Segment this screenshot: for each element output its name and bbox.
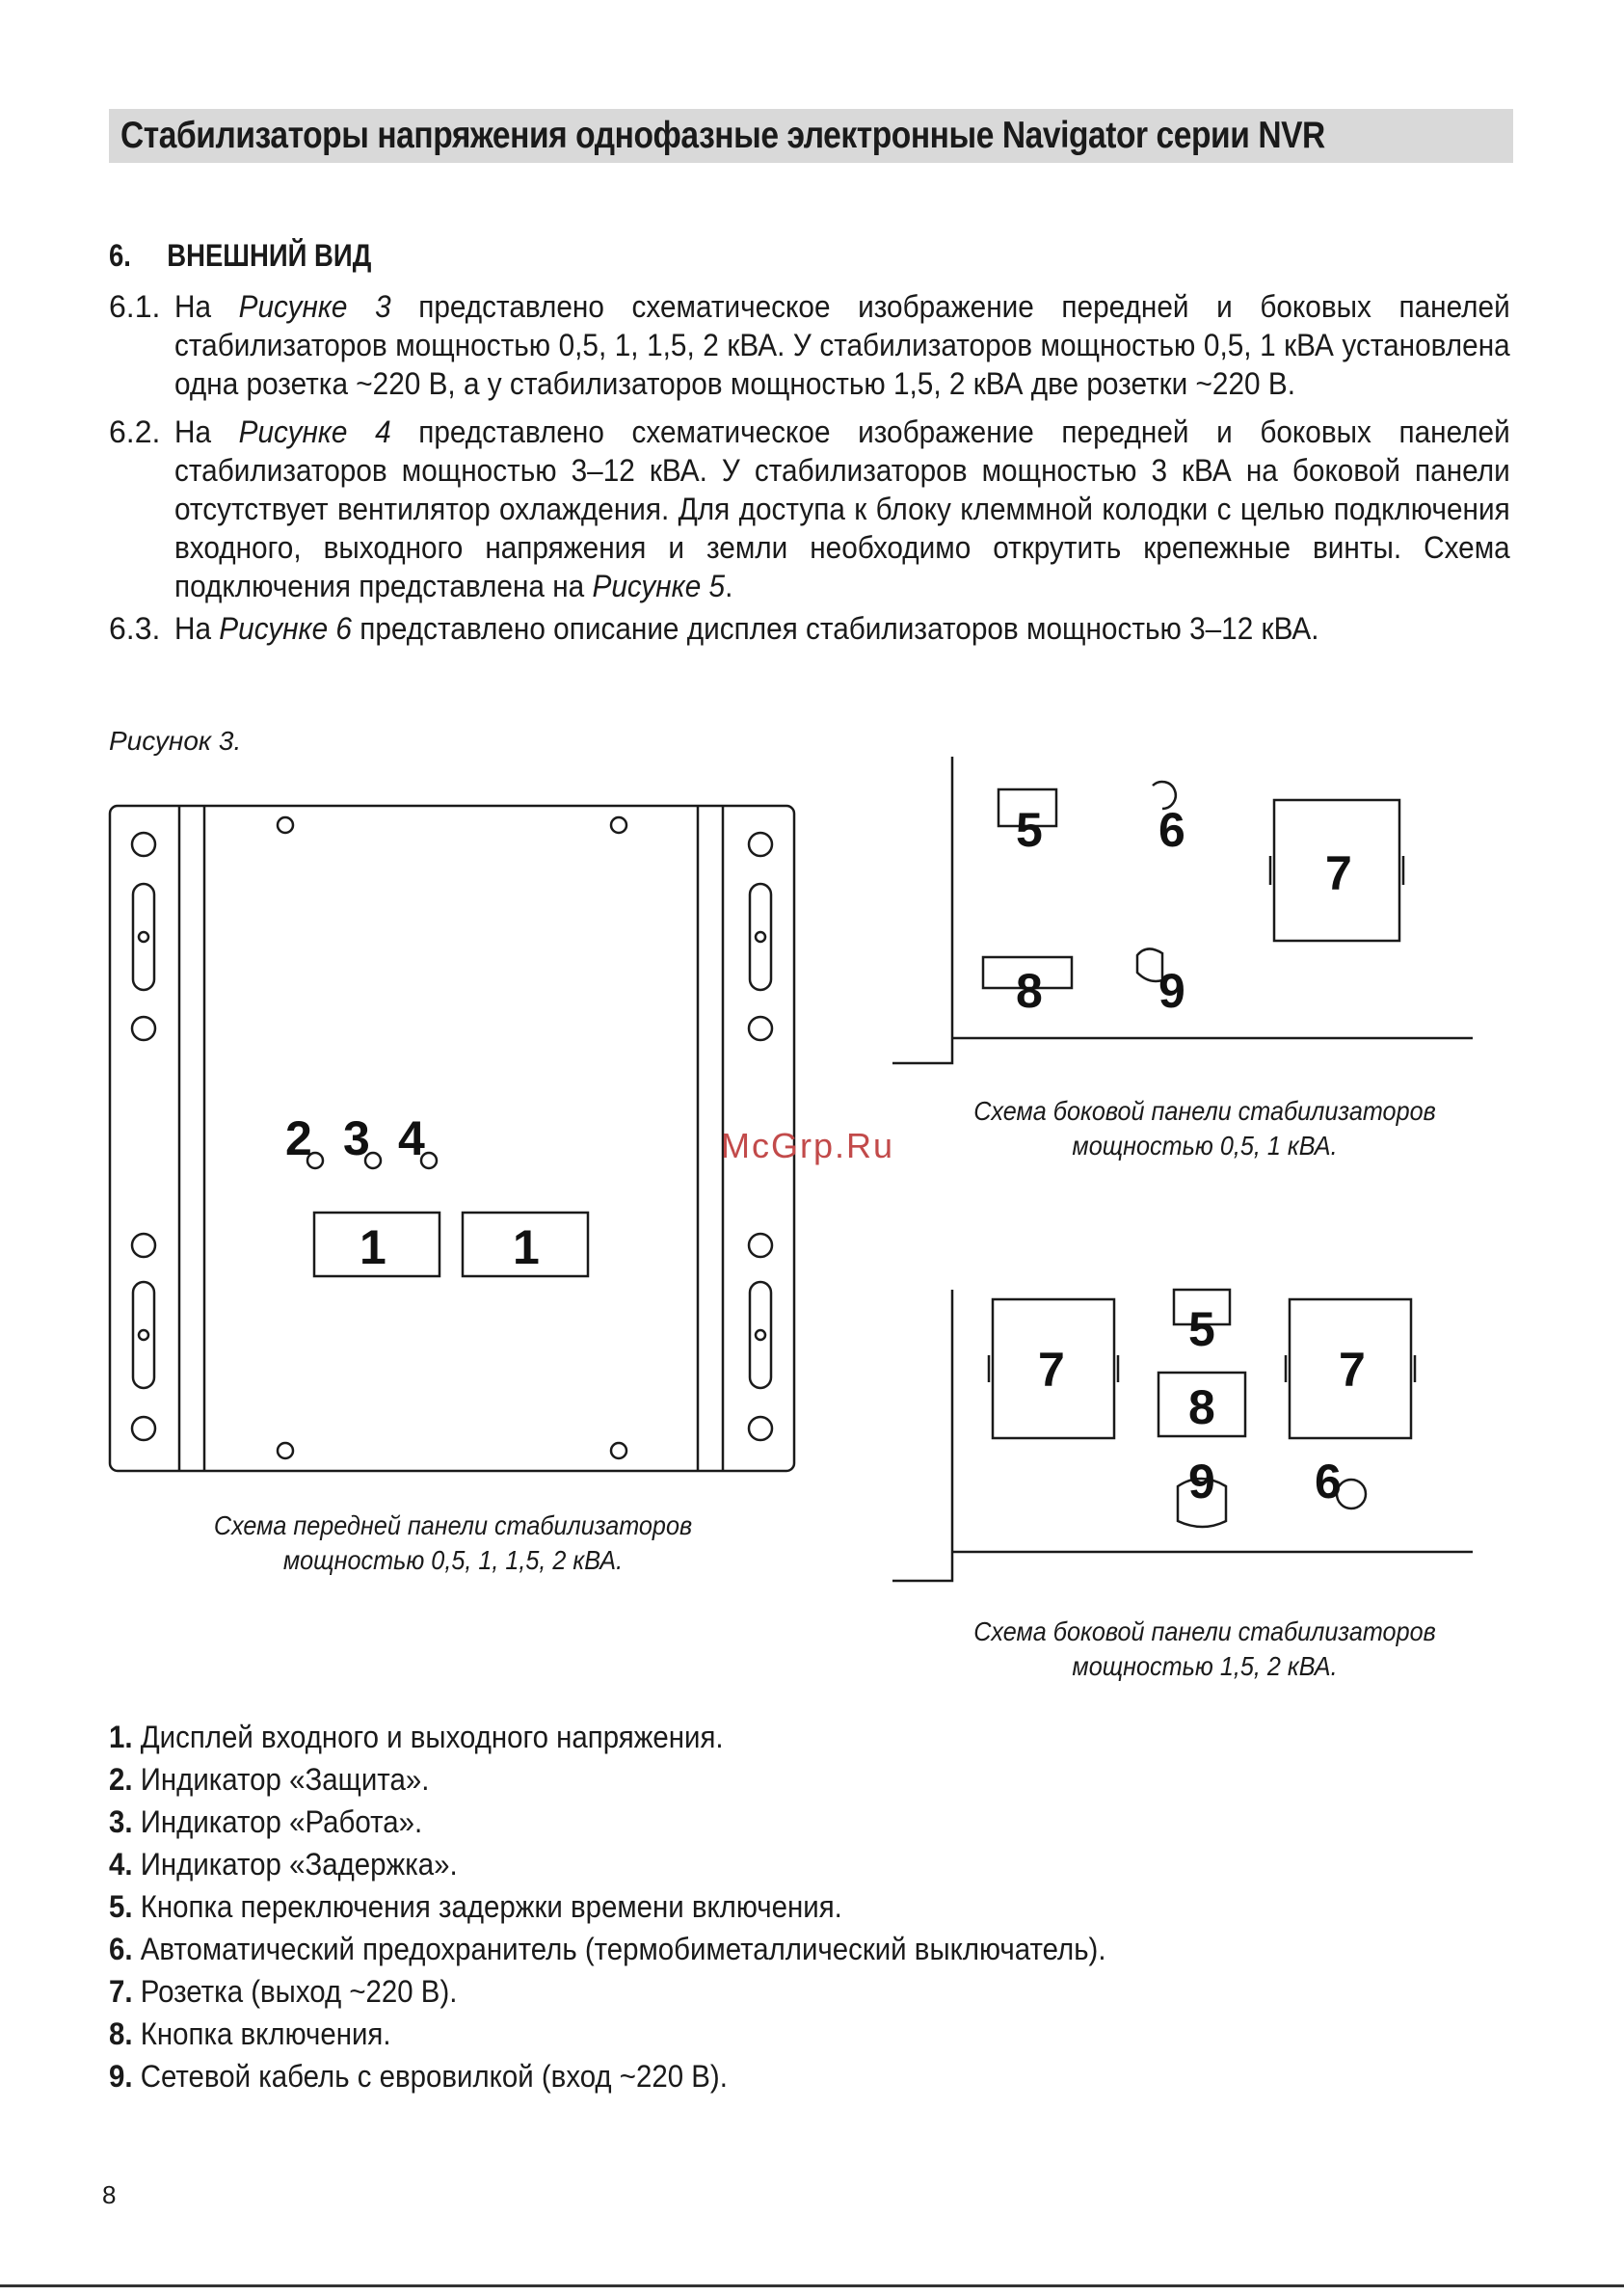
item-number: 2. [109, 1762, 133, 1797]
item-text: Индикатор «Задержка». [140, 1847, 458, 1882]
front-panel-diagram [106, 800, 800, 1475]
caption-side-small [936, 1094, 1474, 1163]
paragraph-number: 6.3. [109, 611, 161, 646]
item-number: 5. [109, 1889, 133, 1924]
paragraph-6-1 [109, 287, 1513, 403]
caption-line: Схема боковой панели стабилизаторов [973, 1616, 1436, 1646]
label-5: 5 [1016, 803, 1043, 857]
list-item [109, 1716, 1106, 1758]
caption-line: мощностью 1,5, 2 кВА. [1072, 1651, 1338, 1681]
legend-list [109, 1716, 1193, 2097]
list-item [109, 1801, 1106, 1843]
item-number: 7. [109, 1974, 133, 2009]
list-item [109, 1885, 1106, 1928]
section-number: 6. [109, 238, 131, 273]
caption-side-large [936, 1615, 1474, 1684]
page-number: 8 [102, 2180, 117, 2209]
item-number: 9. [109, 2059, 133, 2094]
side-panel-small-diagram [887, 728, 1523, 1075]
caption-line: Схема передней панели стабилизаторов [213, 1510, 693, 1540]
figure-reference: Рисунке 6 [219, 611, 352, 646]
figure-reference: Рисунке 3 [238, 289, 391, 324]
bottom-divider [0, 2284, 1624, 2287]
item-text: Кнопка включения. [140, 2016, 391, 2051]
text-post: . [725, 569, 733, 603]
side-panel-large-diagram [887, 1261, 1523, 1589]
figure-label: Рисунок 3. [109, 726, 242, 756]
figure-reference: Рисунке 5 [592, 569, 726, 603]
caption-front [141, 1508, 765, 1578]
label-9: 9 [1158, 964, 1185, 1018]
list-item [109, 1928, 1106, 1970]
label-6: 6 [1158, 803, 1185, 857]
label-1b: 1 [513, 1220, 540, 1274]
figure-reference: Рисунке 4 [238, 414, 391, 449]
list-item [109, 2055, 1106, 2097]
paragraph-number: 6.2. [109, 414, 161, 449]
paragraph-6-3 [109, 609, 1513, 648]
item-text: Индикатор «Работа». [140, 1804, 423, 1839]
label-5: 5 [1188, 1302, 1215, 1356]
item-text: Индикатор «Защита». [140, 1762, 430, 1797]
label-8: 8 [1016, 964, 1043, 1018]
caption-line: мощностью 0,5, 1 кВА. [1072, 1131, 1338, 1161]
item-number: 6. [109, 1932, 133, 1966]
text-pre: На [174, 611, 220, 646]
header-title: Стабилизаторы напряжения однофазные электронные Navigator серии NVR [120, 115, 1325, 156]
text-post: представлено схематическое изображение передней и боковых панелей стабилизаторов мощностью 0,5, 1, 1,5, 2 кВА. У стабилизаторов мощностью 0,5, 1 кВА установлена одна розетка ~220 В, а у стабилизаторов мощностью 1,5, 2 кВА две розетки ~220 В. [174, 289, 1510, 401]
list-item [109, 2013, 1106, 2055]
item-text: Дисплей входного и выходного напряжения. [140, 1720, 724, 1754]
item-number: 8. [109, 2016, 133, 2051]
item-number: 4. [109, 1847, 133, 1882]
item-text: Кнопка переключения задержки времени включения. [140, 1889, 842, 1924]
header-bar [109, 109, 1513, 163]
caption-line: мощностью 0,5, 1, 1,5, 2 кВА. [282, 1545, 624, 1575]
list-item [109, 1758, 1106, 1801]
caption-line: Схема боковой панели стабилизаторов [973, 1096, 1436, 1126]
label-6: 6 [1315, 1455, 1342, 1508]
text-post: представлено схематическое изображение передней и боковых панелей стабилизаторов мощностью 3–12 кВА. У стабилизаторов мощностью 3 кВА на боковой панели отсутствует вентилятор охлаждения. Для доступа к блоку клеммной колодки с целью подключения входного, выходного напряжения и земли необходимо открутить крепежные винты. Схема подключения представлена на [174, 414, 1510, 603]
paragraph-text [174, 413, 1510, 605]
paragraph-number: 6.1. [109, 289, 161, 324]
label-1: 1 [359, 1220, 386, 1274]
item-text: Розетка (выход ~220 В). [140, 1974, 458, 2009]
item-number: 3. [109, 1804, 133, 1839]
watermark: McGrp.Ru [721, 1126, 895, 1165]
item-number: 1. [109, 1720, 133, 1754]
text-post: представлено описание дисплея стабилизаторов мощностью 3–12 кВА. [351, 611, 1319, 646]
paragraph-6-2 [109, 413, 1513, 605]
section-title [109, 238, 371, 274]
label-7: 7 [1325, 846, 1352, 900]
label-4: 4 [398, 1111, 425, 1165]
label-3: 3 [343, 1111, 370, 1165]
list-item [109, 1843, 1106, 1885]
label-8: 8 [1188, 1380, 1215, 1434]
label-2: 2 [285, 1111, 312, 1165]
label-9: 9 [1188, 1455, 1215, 1508]
item-text: Автоматический предохранитель (термобиметаллический выключатель). [140, 1932, 1106, 1966]
text-pre: На [174, 414, 239, 449]
list-item [109, 1970, 1106, 2013]
paragraph-text [174, 609, 1510, 648]
label-7b: 7 [1339, 1343, 1366, 1397]
item-text: Сетевой кабель с евровилкой (вход ~220 В). [140, 2059, 728, 2094]
section-heading: ВНЕШНИЙ ВИД [167, 238, 372, 273]
label-7: 7 [1038, 1343, 1065, 1397]
paragraph-text [174, 287, 1510, 403]
text-pre: На [174, 289, 239, 324]
